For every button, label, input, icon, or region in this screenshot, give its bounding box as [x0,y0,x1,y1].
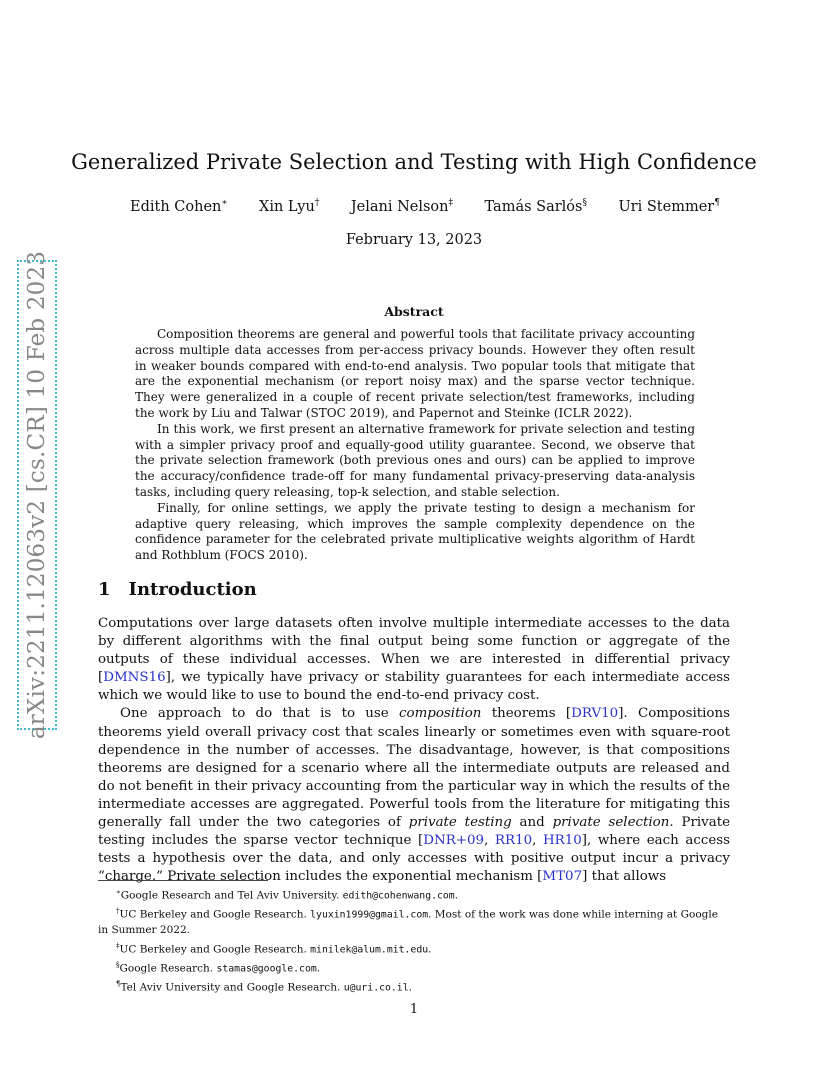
email-address: edith@cohenwang.com [342,890,455,902]
citation-link[interactable]: HR10 [542,833,582,849]
abstract-paragraph: Finally, for online settings, we apply the private testing to design a mechanism for adaptive query releasing, which improves the sample complexity dependence on the confidence parameter for the celebrated private multiplicative weights algorithm of Hardt and Rothblum (FOCS 2010). [135,500,695,563]
author: Uri Stemmer¶ [618,198,720,215]
email-address: minilek@alum.mit.edu [310,944,429,955]
abstract-paragraph: Composition theorems are general and powerful tools that facilitate privacy accounting across multiple data accesses from per-access privacy bounds. However they often result in weaker bounds compared with end-to-end analysis. Two popular tools that mitigate that are the exponential mechanism (or report noisy max) and the sparse vector technique. They were generalized in a couple of recent private selection/test frameworks, including the work by Liu and Talwar (STOC 2019), and Papernot and Steinke (ICLR 2022). [135,327,695,420]
footnote: ¶Tel Aviv University and Google Research. u@uri.co.il. [116,979,412,993]
email-address: u@uri.co.il [343,982,409,993]
citation-link[interactable]: DRV10 [571,706,619,722]
intro-paragraph: One approach to do that is to use composition theorems [DRV10]. Compositions theorems yield overall privacy cost that scales linearly or sometimes even with square-root dependence in the number of accesses. The disadvantage, however, is that compositions theorems are designed for a scenario where all the intermediate outputs are released and do not benefit in their privacy accounting from the particular way in which the results of the intermediate accesses are aggregated. Powerful tools from the literature for mitigating this generally fall under the two categories of private testing and private selection. Private testing includes the sparse vector technique [DNR+09, RR10, HR10], where each access tests a hypothesis over the data, and only accesses with positive output incur a privacy “charge.” Private selection includes the exponential mechanism [MT07] that allows [98,706,731,885]
author: Tamás Sarlós§ [484,198,587,215]
section-heading [98,579,257,600]
arxiv-stamp-text: arXiv:2211.12063v2 [cs.CR] 10 Feb 2023 [24,250,50,740]
citation-link[interactable]: DNR+09 [423,833,485,849]
author: Jelani Nelson‡ [350,198,453,215]
footnote: ∗Google Research and Tel Aviv University. edith@cohenwang.com. [116,888,459,902]
introduction-body [98,615,730,886]
intro-paragraph: Computations over large datasets often involve multiple intermediate accesses to the data by different algorithms with the final output being some function or aggregate of the outputs of these individual accesses. When we are interested in differential privacy [DMNS16], we typically have privacy or stability guarantees for each intermediate access which we would like to use to bound the end-to-end privacy cost. [98,616,730,704]
publication-date: February 13, 2023 [345,232,483,248]
section-number: 1 [98,579,111,600]
email-address: lyuxin1999@gmail.com [310,909,429,921]
author: Xin Lyu† [259,198,320,215]
footnote: §Google Research. stamas@google.com. [116,960,321,974]
abstract-paragraph: In this work, we first present an alternative framework for private selection and testing with a simpler privacy proof and equally-good utility guarantee. Second, we observe that the private selection framework (both previous ones and ours) can be applied to improve the accuracy/confidence trade-off for many fundamental privacy-preserving data-analysis tasks, including query releasing, top-k selection, and stable selection. [135,421,695,499]
page-number: 1 [409,1002,419,1017]
arxiv-identifier-stamp [17,250,57,740]
section-title: Introduction [128,579,257,600]
abstract-body [135,327,695,564]
abstract-heading: Abstract [384,304,444,319]
footnotes [98,885,730,996]
citation-link[interactable]: MT07 [542,869,583,885]
footnote-divider [98,880,268,881]
email-address: stamas@google.com [216,963,317,974]
author-list [130,198,720,215]
author: Edith Cohen∗ [130,198,228,215]
footnote: ‡UC Berkeley and Google Research. minilek@alum.mit.edu. [116,941,432,955]
footnote: †UC Berkeley and Google Research. lyuxin1999@gmail.com. Most of the work was done while interning at Google in Summer 2022. [98,907,718,936]
citation-link[interactable]: RR10 [494,833,533,849]
citation-link[interactable]: DMNS16 [103,670,166,686]
paper-title: Generalized Private Selection and Testing with High Confidence [71,150,757,174]
